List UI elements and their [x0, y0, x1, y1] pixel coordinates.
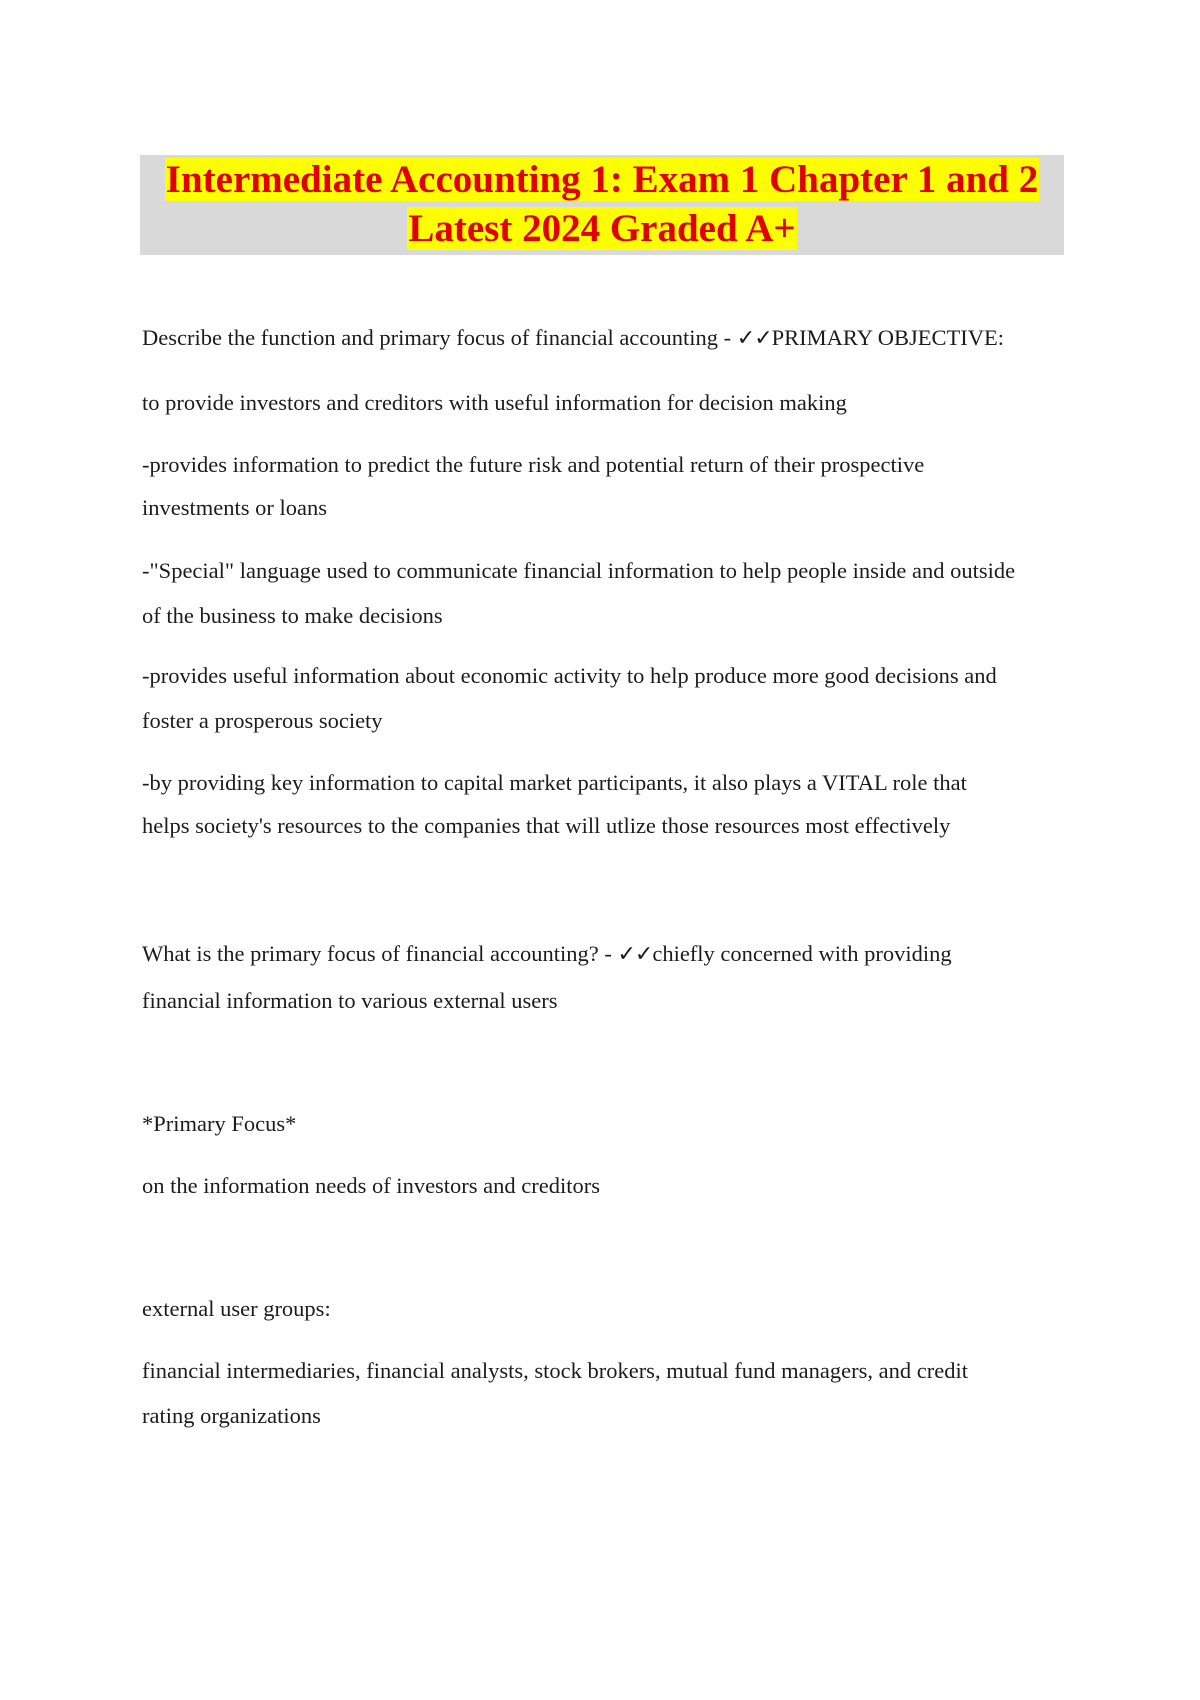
document-title	[140, 155, 1064, 255]
q2-question-line: What is the primary focus of financial accounting? - ✓✓chiefly concerned with providing	[142, 941, 952, 967]
q1-point-2-line-1: -"Special" language used to communicate financial information to help people inside and outside	[142, 558, 1016, 583]
q1-point-3-line-1: -provides useful information about economic activity to help produce more good decisions and	[142, 663, 997, 688]
external-groups-line-2: rating organizations	[142, 1403, 321, 1428]
q1-point-1-line-1: -provides information to predict the future risk and potential return of their prospective	[142, 452, 925, 477]
q1-point-4-line-1: -by providing key information to capital market participants, it also plays a VITAL role that	[142, 770, 967, 795]
q1-point-4-line-2: helps society's resources to the companies that will utlize those resources most effectively	[142, 813, 951, 838]
title-line-1: Intermediate Accounting 1: Exam 1 Chapter 1 and 2	[165, 158, 1039, 201]
title-line-2: Latest 2024 Graded A+	[408, 207, 796, 250]
q1-point-3-line-2: foster a prosperous society	[142, 708, 383, 733]
q1-question-line: Describe the function and primary focus of financial accounting - ✓✓PRIMARY OBJECTIVE:	[142, 325, 1004, 351]
q1-answer-line: to provide investors and creditors with useful information for decision making	[142, 390, 847, 415]
q1-point-2-line-2: of the business to make decisions	[142, 603, 443, 628]
primary-focus-heading: *Primary Focus*	[142, 1111, 297, 1136]
q2-answer-line: financial information to various external users	[142, 988, 558, 1013]
external-groups-heading: external user groups:	[142, 1296, 331, 1321]
double-check-icon: ✓✓	[617, 942, 653, 967]
primary-focus-text: on the information needs of investors and creditors	[142, 1173, 601, 1198]
double-check-icon: ✓✓	[736, 326, 772, 351]
external-groups-line-1: financial intermediaries, financial analysts, stock brokers, mutual fund managers, and credit	[142, 1358, 968, 1383]
q1-point-1-line-2: investments or loans	[142, 495, 327, 520]
